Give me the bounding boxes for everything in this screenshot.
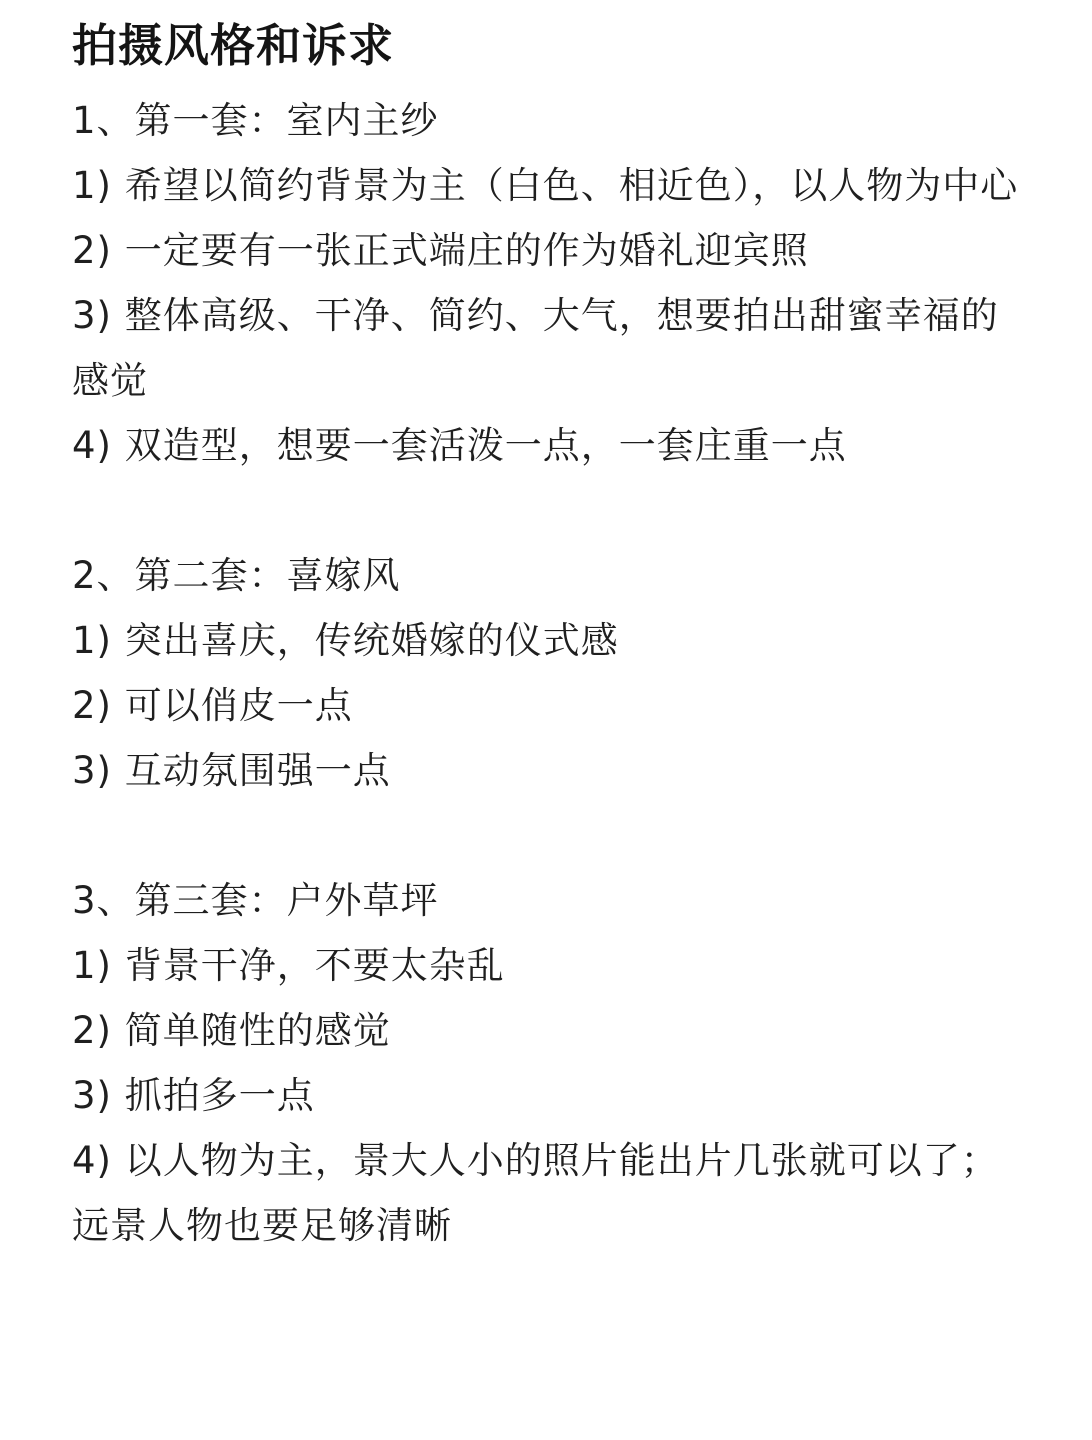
list-item: 2) 一定要有一张正式端庄的作为婚礼迎宾照 — [72, 229, 809, 272]
list-item: 2) 简单随性的感觉 — [72, 1009, 391, 1052]
section-spacer — [72, 478, 1022, 543]
document-body — [72, 14, 1022, 1258]
section-wedding-style — [72, 543, 1022, 803]
list-item: 1) 突出喜庆，传统婚嫁的仪式感 — [72, 619, 619, 662]
list-item: 4) 以人物为主，景大人小的照片能出片几张就可以了；远景人物也要足够清晰 — [72, 1139, 999, 1247]
list-item: 2) 可以俏皮一点 — [72, 684, 353, 727]
section-spacer — [72, 803, 1022, 868]
list-item: 3) 互动氛围强一点 — [72, 749, 391, 792]
section-outdoor-lawn — [72, 868, 1022, 1258]
list-item: 1) 背景干净，不要太杂乱 — [72, 944, 505, 987]
section-heading: 1、第一套：室内主纱 — [72, 99, 439, 142]
section-indoor-gown — [72, 88, 1022, 478]
page-title: 拍摄风格和诉求 — [72, 19, 395, 72]
list-item: 3) 整体高级、干净、简约、大气，想要拍出甜蜜幸福的感觉 — [72, 294, 999, 402]
list-item: 1) 希望以简约背景为主（白色、相近色），以人物为中心 — [72, 164, 1019, 207]
list-item: 3) 抓拍多一点 — [72, 1074, 315, 1117]
list-item: 4) 双造型，想要一套活泼一点，一套庄重一点 — [72, 424, 847, 467]
section-heading: 3、第三套：户外草坪 — [72, 879, 439, 922]
section-heading: 2、第二套：喜嫁风 — [72, 554, 401, 597]
